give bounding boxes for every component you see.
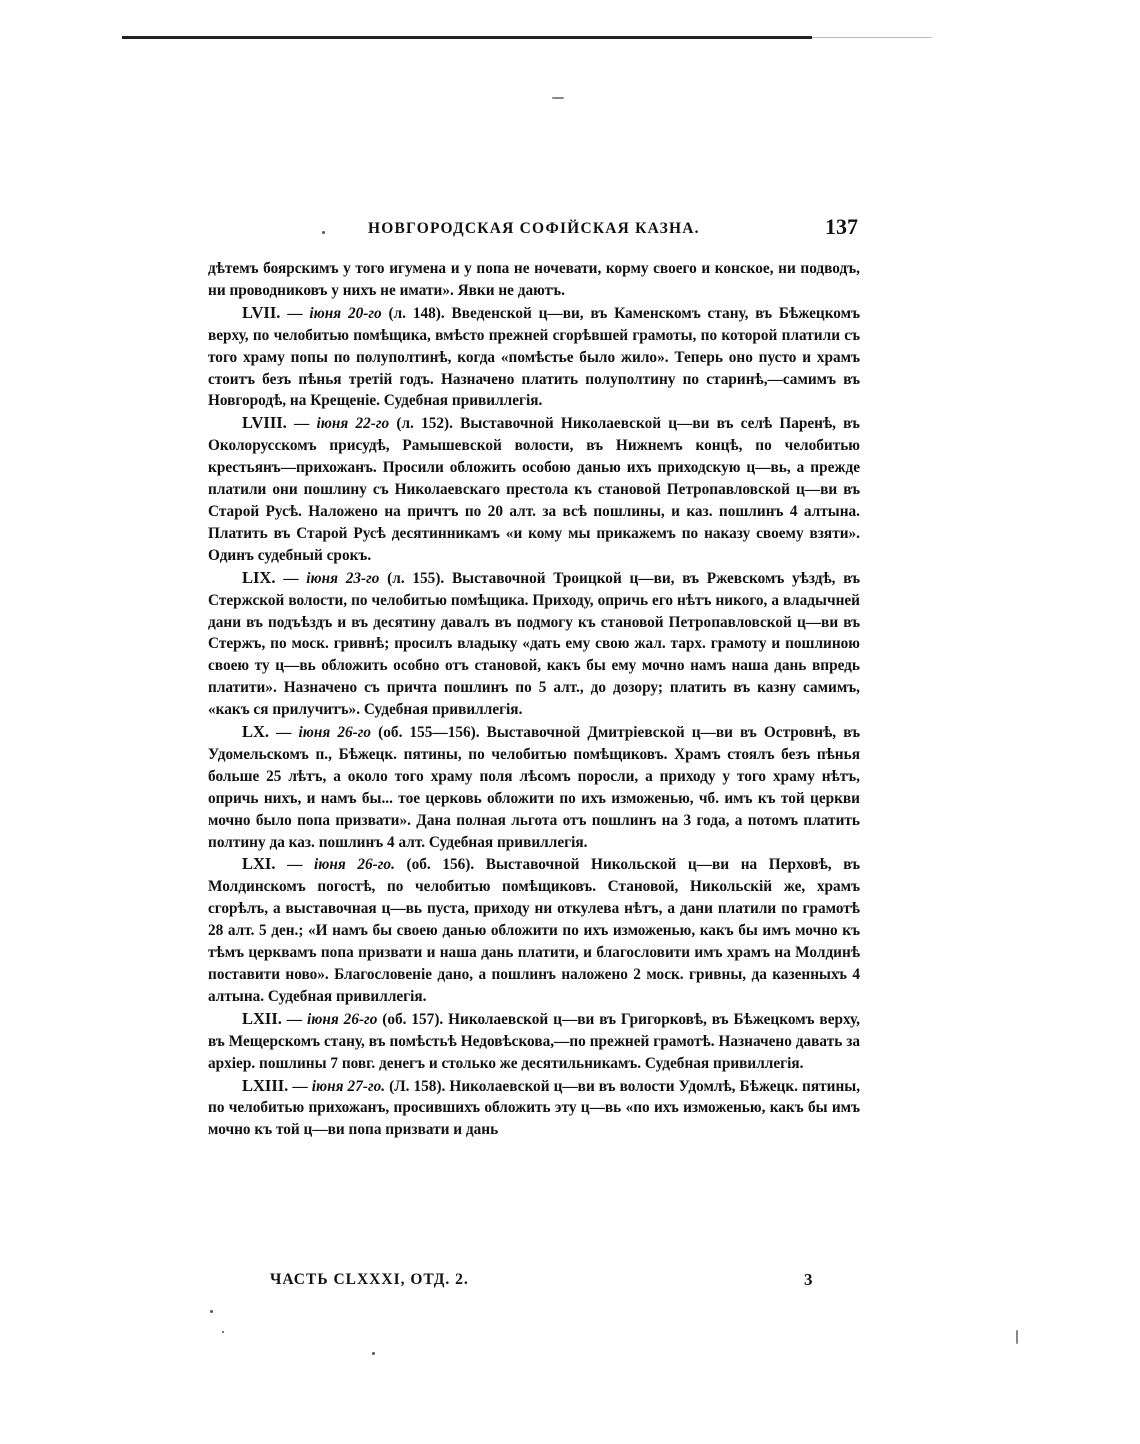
- speck: [372, 1352, 375, 1355]
- speck: [552, 97, 564, 99]
- entry-text: (л. 148). Введенской ц—ви, въ Каменскомъ стану, въ Бѣжецкомъ верху, по челобитью помѣщика, вмѣсто прежней сгорѣвшей грамоты, по которой платили съ того храму попы по полуполтинѣ, когда «помѣстье было жило». Теперь оно пусто и храмъ стоитъ безъ пѣнья третій годъ. Назначено платить полуполтину по старинѣ,—самимъ въ Новгородѣ, на Крещеніе. Судебная привиллегія.: [208, 304, 861, 410]
- entry-date: іюня 26-го: [298, 724, 372, 742]
- entry-date: іюня 26-го.: [313, 856, 395, 874]
- entry-date: іюня 26-го: [306, 1010, 378, 1028]
- speck: [210, 1310, 213, 1313]
- entry-text: (об. 156). Выставочной Никольской ц—ви на Перховѣ, въ Молдинскомъ погостѣ, по челобитью помѣщиковъ. Становой, Никольскій же, храмъ сгорѣлъ, а выставочная ц—вь пуста, приходу ни откулева нѣтъ, а дани платили по грамотѣ 28 алт. 5 ден.; «И намъ бы своею данью обложити по ихъ изможенью, какъ бы имъ мочно къ тѣмъ церквамъ попа призвати и наша дань платити, и благословити имъ храмъ на Молдинѣ поставити ново». Благословеніе дано, а пошлинъ наложено 2 моск. гривны, да казенныхъ 4 алтына. Судебная привиллегія.: [208, 856, 860, 1005]
- entry-date: іюня 23-го: [306, 569, 380, 587]
- entry-date: іюня 20-го: [309, 304, 382, 322]
- page-number: 137: [825, 214, 858, 239]
- paragraph-continuation: [208, 258, 860, 302]
- entry-number: LX.: [242, 722, 270, 742]
- entry-lxiii: LXIII. — іюня 27-го. (Л. 158). Николаевской ц—ви въ волости Удомлѣ, Бѣжецк. пятины, по челобитью прихожанъ, просившихъ обложить эту ц—вь «по ихъ изможенью, какъ бы имъ мочно къ той ц—ви попа призвати и дань: [208, 1075, 861, 1139]
- top-rule-faint: [812, 37, 932, 38]
- volume-part-label: ЧАСТЬ CLXXXI, ОТД. 2.: [270, 1271, 469, 1288]
- top-rule: [122, 36, 812, 39]
- entry-lvii: LVII. — іюня 20-го (л. 148). Введенской ц—ви, въ Каменскомъ стану, въ Бѣжецкомъ верху, по челобитью помѣщика, вмѣсто прежней сгорѣвшей грамоты, по которой платили съ того храму попы по полуполтинѣ, когда «помѣстье было жило». Теперь оно пусто и храмъ стоитъ безъ пѣнья третій годъ. Назначено платить полуполтину по старинѣ,—самимъ въ Новгородѣ, на Крещеніе. Судебная привиллегія.: [208, 302, 861, 410]
- entry-date: іюня 27-го.: [311, 1077, 386, 1095]
- entry-number: LXI.: [242, 854, 276, 874]
- entry-lxi: LXI. — іюня 26-го. (об. 156). Выставочной Никольской ц—ви на Перховѣ, въ Молдинскомъ погостѣ, по челобитью помѣщиковъ. Становой, Никольскій же, храмъ сгорѣлъ, а выставочная ц—вь пуста, приходу ни откулева нѣтъ, а дани платили по грамотѣ 28 алт. 5 ден.; «И намъ бы своею данью обложити по ихъ изможенью, какъ бы имъ мочно къ тѣмъ церквамъ попа призвати и наша дань платити, и благословити имъ храмъ на Молдинѣ поставити ново». Благословеніе дано, а пошлинъ наложено 2 моск. гривны, да казенныхъ 4 алтына. Судебная привиллегія.: [208, 854, 860, 1005]
- entry-text: (л. 155). Выставочной Троицкой ц—ви, въ Ржевскомъ уѣздѣ, въ Стержской волости, по челобитью помѣщика. Приходу, опричь его нѣтъ никого, а владычней дани въ подъѣздъ и въ десятину давалъ въ подмогу къ становой Петропавловской ц—ви въ Стержъ, по моск. гривнѣ; просилъ владыку «дать ему свою жал. тарх. грамоту и пошлиною своею ту ц—вь обложить особно отъ становой, какъ бы ему мочно намъ наша дань впредь платити». Назначено съ причта пошлинъ по 5 алт., до дозору; платить въ казну самимъ, «какъ ся прилучитъ». Судебная привиллегія.: [208, 569, 860, 719]
- entry-number: LXII.: [242, 1008, 282, 1028]
- entry-number: LIX.: [242, 567, 276, 587]
- entry-text: (об. 155—156). Выставочной Дмитріевской ц—ви въ Островнѣ, въ Удомельскомъ п., Бѣжецк. пятины, по челобитью помѣщиковъ. Храмъ стоялъ безъ пѣнья больше 25 лѣтъ, а около того храму поля лѣсомъ поросли, а приходу у того храму нѣтъ, опричь нихъ, и намъ бы... тое церковь обложити по ихъ изможенью, чб. имъ къ той церкви мочно было попа призвати». Дана полная льгота отъ пошлинъ на 3 года, а потомъ платить полтину да каз. пошлинъ 4 алт. Судебная привиллегія.: [208, 724, 860, 851]
- entry-text: (об. 157). Николаевской ц—ви въ Григорковѣ, въ Бѣжецкомъ верху, въ Мещерскомъ стану, въ помѣстьѣ Недовѣскова,—по прежней грамотѣ. Назначено давать за архіер. пошлины 7 повг. денегъ и столько же десятильникамъ. Судебная привиллегія.: [208, 1010, 860, 1072]
- entry-date: іюня 22-го: [316, 415, 390, 433]
- entry-lix: LIX. — іюня 23-го (л. 155). Выставочной Троицкой ц—ви, въ Ржевскомъ уѣздѣ, въ Стержской волости, по челобитью помѣщика. Приходу, опричь его нѣтъ никого, а владычней дани въ подъѣздъ и въ десятину давалъ въ подмогу къ становой Петропавловской ц—ви въ Стержъ, по моск. гривнѣ; просилъ владыку «дать ему свою жал. тарх. грамоту и пошлиною своею ту ц—вь обложить особно отъ становой, какъ бы ему мочно намъ наша дань впредь платити». Назначено съ причта пошлинъ по 5 алт., до дозору; платить въ казну самимъ, «какъ ся прилучитъ». Судебная привиллегія.: [208, 567, 860, 719]
- entry-lx: LX. — іюня 26-го (об. 155—156). Выставочной Дмитріевской ц—ви въ Островнѣ, въ Удомельскомъ п., Бѣжецк. пятины, по челобитью помѣщиковъ. Храмъ стоялъ безъ пѣнья больше 25 лѣтъ, а около того храму поля лѣсомъ поросли, а приходу у того храму нѣтъ, опричь нихъ, и намъ бы... тое церковь обложити по ихъ изможенью, чб. имъ къ той церкви мочно было попа призвати». Дана полная льгота отъ пошлинъ на 3 года, а потомъ платить полтину да каз. пошлинъ 4 алт. Судебная привиллегія.: [208, 722, 860, 851]
- entry-text: (л. 152). Выставочной Николаевской ц—ви въ селѣ Паренѣ, въ Околорусскомъ присудѣ, Рамышевской волости, въ Нижнемъ концѣ, по челобитью крестьянъ—прихожанъ. Просили обложить особою данью ихъ приходскую ц—вь, а прежде платили они пошлину съ Николаевскаго престола къ становой Петропавловской ц—ви въ Старой Русѣ. Наложено на причтъ по 20 алт. за всѣ пошлины, и каз. пошлинъ 4 алтына. Платить въ Старой Русѣ десятинникамъ «и кому мы прикажемъ по наказу своему взяти». Одинъ судебный срокъ.: [208, 415, 860, 564]
- entry-lxii: LXII. — іюня 26-го (об. 157). Николаевской ц—ви въ Григорковѣ, въ Бѣжецкомъ верху, въ Мещерскомъ стану, въ помѣстьѣ Недовѣскова,—по прежней грамотѣ. Назначено давать за архіер. пошлины 7 повг. денегъ и столько же десятильникамъ. Судебная привиллегія.: [208, 1008, 860, 1072]
- page-footer: [270, 1271, 830, 1297]
- body-text: [208, 258, 860, 1141]
- paragraph-text: дѣтемъ боярскимъ у того игумена и у попа не ночевати, корму своего и конское, ни подводъ, ни проводниковъ у нихъ не имати». Явки не даютъ.: [208, 260, 860, 299]
- entry-number: LVII.: [242, 302, 281, 322]
- speck: [222, 1331, 224, 1333]
- entry-number: LXIII.: [242, 1075, 289, 1095]
- entry-lviii: LVIII. — іюня 22-го (л. 152). Выставочной Николаевской ц—ви въ селѣ Паренѣ, въ Околорусскомъ присудѣ, Рамышевской волости, въ Нижнемъ концѣ, по челобитью крестьянъ—прихожанъ. Просили обложить особою данью ихъ приходскую ц—вь, а прежде платили они пошлину съ Николаевскаго престола къ становой Петропавловской ц—ви въ Старой Русѣ. Наложено на причтъ по 20 алт. за всѣ пошлины, и каз. пошлинъ 4 алтына. Платить въ Старой Русѣ десятинникамъ «и кому мы прикажемъ по наказу своему взяти». Одинъ судебный срокъ.: [208, 413, 860, 564]
- entry-number: LVIII.: [242, 413, 287, 433]
- page-header: [208, 214, 858, 244]
- entry-text: (Л. 158). Николаевской ц—ви въ волости Удомлѣ, Бѣжецк. пятины, по челобитью прихожанъ, просившихъ обложить эту ц—вь «по ихъ изможенью, какъ бы имъ мочно къ той ц—ви попа призвати и дань: [208, 1077, 861, 1139]
- running-title: НОВГОРОДСКАЯ СОФІЙСКАЯ КАЗНА.: [368, 220, 700, 237]
- speck: [1016, 1330, 1018, 1344]
- signature-mark: 3: [804, 1270, 813, 1289]
